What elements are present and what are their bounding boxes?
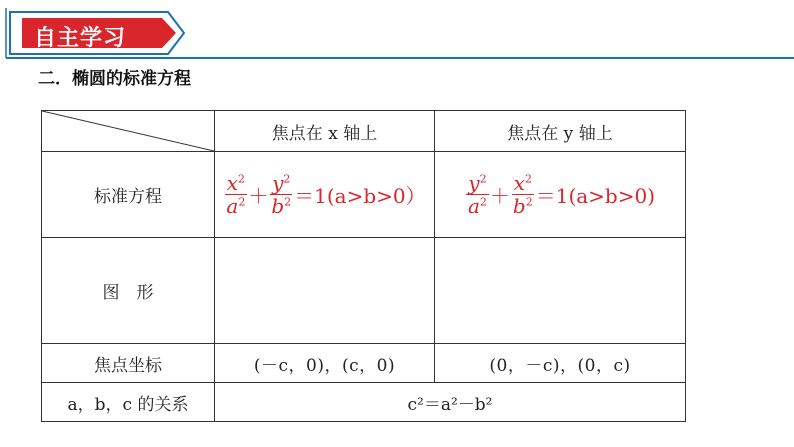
equation-row <box>42 152 686 238</box>
equation-y: $\frac{y^2}{a^2}$ ＋ $\frac{x^2}{b^2}$ ＝1(a>b>0) <box>467 171 656 218</box>
fraction: $\frac{x^2}{a^2}$ <box>226 171 246 218</box>
diagonal-line <box>42 111 214 151</box>
header-row <box>42 111 686 152</box>
ellipse-table <box>41 110 686 422</box>
row-label-foci: 焦点坐标 <box>42 344 215 383</box>
equation-y-cell <box>435 152 686 238</box>
section-banner <box>0 0 794 64</box>
fraction: $\frac{y^2}{b^2}$ <box>271 171 292 218</box>
row-label-equation: 标准方程 <box>42 152 215 238</box>
corner-cell <box>42 111 215 152</box>
foci-row <box>42 344 686 383</box>
equation-x-cell <box>215 152 435 238</box>
graph-x-cell <box>215 238 435 344</box>
banner-title: 自主学习 <box>34 26 127 51</box>
relation-row <box>42 383 686 422</box>
relation-formula: c²＝a²－b² <box>215 383 686 422</box>
header-y-axis: 焦点在 y 轴上 <box>435 111 686 152</box>
fraction: $\frac{y^2}{a^2}$ <box>467 171 487 218</box>
graph-row <box>42 238 686 344</box>
fraction: $\frac{x^2}{b^2}$ <box>512 171 533 218</box>
graph-y-cell <box>435 238 686 344</box>
row-label-relation: a，b，c 的关系 <box>42 383 215 422</box>
foci-y: (0，－c)，(0，c) <box>435 344 686 383</box>
row-label-graph: 图 形 <box>42 238 215 344</box>
section-heading: 二．椭圆的标准方程 <box>38 69 191 89</box>
foci-x: (－c，0)，(c，0) <box>215 344 435 383</box>
equation-x: $\frac{x^2}{a^2}$ ＋ $\frac{y^2}{b^2}$ ＝1(a>b>0） <box>226 171 426 218</box>
header-x-axis: 焦点在 x 轴上 <box>215 111 435 152</box>
